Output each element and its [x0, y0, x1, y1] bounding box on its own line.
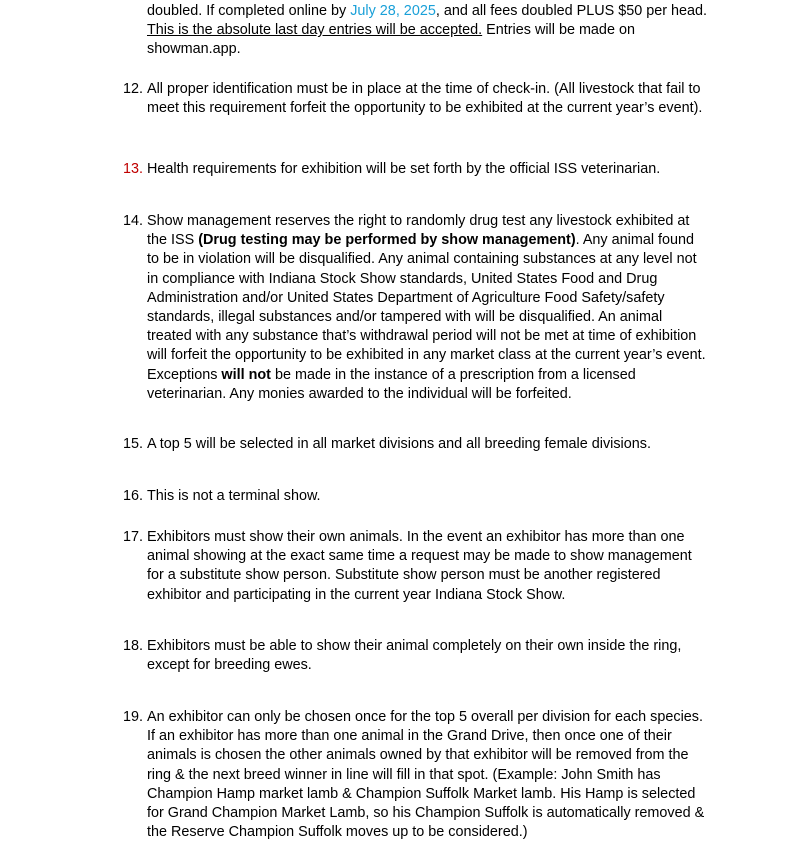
intro-text-a: doubled. If completed online by — [147, 3, 351, 19]
intro-text-c: Entries will be made on showman.app. — [147, 22, 635, 58]
rule-text-b: . Any animal found to be in violation will be disqualified. Any animal containing substances at any level not in compliance with Indiana Stock Show standards, United States Food and Drug Administration and/or United States Department of Agriculture Food Safety/safety standards, illegal substances and/or tampered with will be disqualified. An animal treated with any substance that’s withdrawal period will not be met at time of exhibition will forfeit the opportunity to be exhibited in any market class at the current year’s event. Exceptions — [147, 232, 706, 383]
rule-number: 17. — [123, 529, 144, 545]
rule-item-15 — [123, 435, 707, 454]
rule-text-c: be made in the instance of a prescription from a licensed veterinarian. Any monies awarded to the individual will be forfeited. — [147, 366, 636, 402]
rule-text-a: Show management reserves the right to randomly drug test any livestock exhibited at the ISS — [147, 213, 690, 249]
rule-item-13 — [123, 160, 707, 179]
intro-text-b: , and all fees doubled PLUS $50 per head. — [435, 3, 708, 19]
rule-number: 18. — [123, 638, 144, 654]
rule-item-17 — [123, 528, 707, 605]
rule-number: 16. — [123, 488, 144, 504]
rule-number: 13. — [123, 161, 144, 177]
rule-item-18 — [123, 637, 707, 675]
rule-text: Health requirements for exhibition will be set forth by the official ISS veterinarian. — [147, 161, 661, 177]
rule-item-16 — [123, 487, 707, 506]
rule-text: This is not a terminal show. — [147, 488, 321, 504]
will-not-emphasis: will not — [221, 366, 271, 383]
rule-text: A top 5 will be selected in all market divisions and all breeding female divisions. — [147, 436, 651, 452]
intro-paragraph — [147, 2, 717, 60]
rule-number: 15. — [123, 436, 144, 452]
last-day-notice: This is the absolute last day entries will be accepted. — [147, 22, 483, 39]
rule-text: An exhibitor can only be chosen once for the top 5 overall per division for each species. If an exhibitor has more than one animal in the Grand Drive, then once one of their animals is chosen the other animals owned by that exhibitor will be removed from the ring & the next breed winner in line will fill in that spot. (Example: John Smith has Champion Hamp market lamb & Champion Suffolk Market lamb. His Hamp is selected for Grand Champion Market Lamb, so his Champion Suffolk is automatically removed & the Reserve Champion Suffolk moves up to be considered.) — [147, 709, 705, 841]
deadline-date-link[interactable]: July 28, 2025 — [350, 3, 436, 19]
rule-text: Exhibitors must show their own animals. In the event an exhibitor has more than one animal showing at the exact same time a request may be made to show management for a substitute show person. Substitute show person must be another registered exhibitor and participating in the current year Indiana Stock Show. — [147, 529, 692, 603]
rule-number: 14. — [123, 213, 144, 229]
rule-item-14 — [123, 212, 707, 404]
rule-item-19 — [123, 708, 707, 842]
rule-number: 19. — [123, 709, 144, 725]
drug-testing-note: (Drug testing may be performed by show management) — [198, 232, 576, 249]
rule-number: 12. — [123, 81, 144, 97]
rule-item-12 — [123, 80, 707, 118]
rule-text: Exhibitors must be able to show their animal completely on their own inside the ring, except for breeding ewes. — [147, 638, 682, 674]
rule-text: All proper identification must be in place at the time of check-in. (All livestock that fail to meet this requirement forfeit the opportunity to be exhibited at the current year’s event). — [147, 81, 703, 117]
